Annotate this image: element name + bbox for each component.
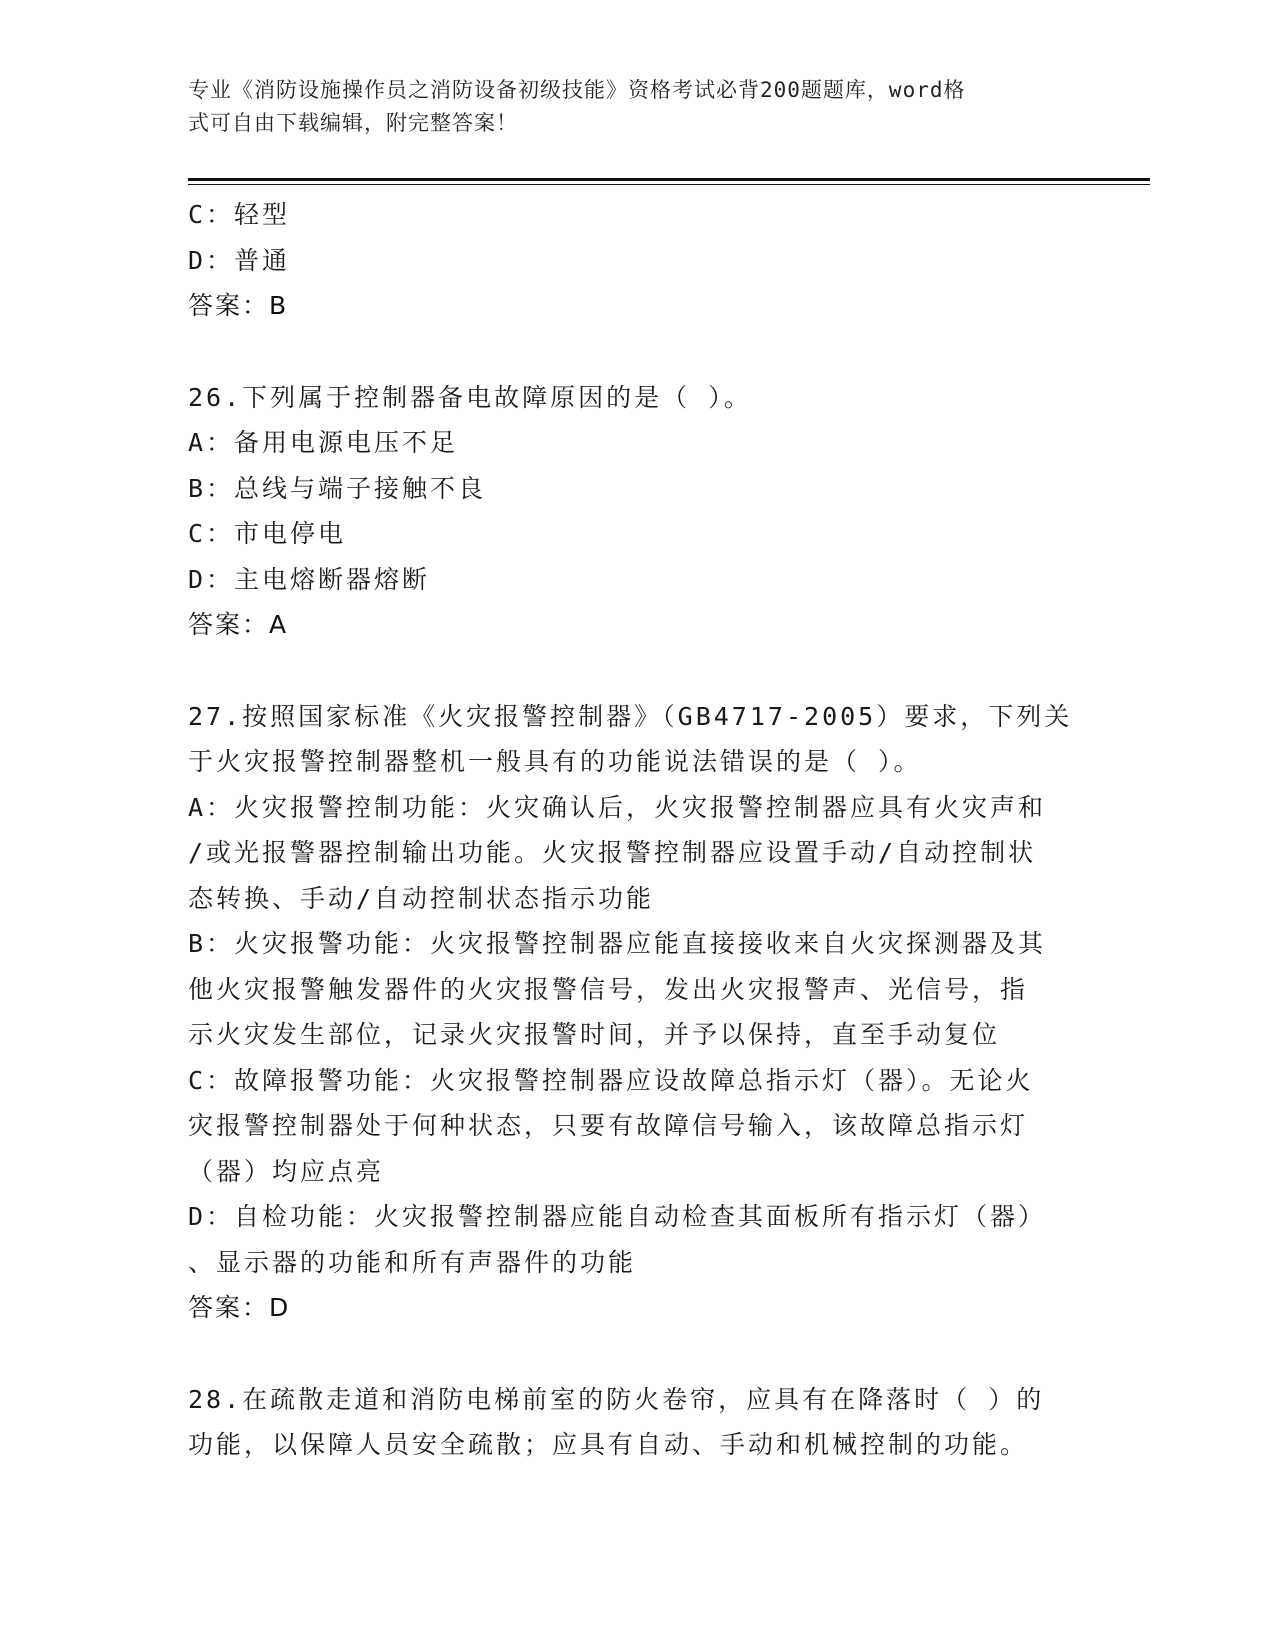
option-c-line-2: 灾报警控制器处于何种状态，只要有故障信号输入，该故障总指示灯 bbox=[188, 1111, 1029, 1140]
option-b-line-3: 示火灾发生部位，记录火灾报警时间，并予以保持，直至手动复位 bbox=[188, 1020, 1001, 1049]
option-c-line-1: C：故障报警功能：火灾报警控制器应设故障总指示灯（器）。无论火 bbox=[188, 1065, 1034, 1095]
question-stem-line-2: 于火灾报警控制器整机一般具有的功能说法错误的是（ ）。 bbox=[188, 747, 922, 776]
option-c: C：市电停电 bbox=[188, 519, 347, 548]
answer: 答案：D bbox=[188, 1293, 291, 1322]
option-c-line-3: （器）均应点亮 bbox=[188, 1156, 385, 1186]
spacer bbox=[188, 648, 1068, 694]
question-stem-line-1: 27.按照国家标准《火灾报警控制器》（GB4717-2005）要求，下列关 bbox=[188, 701, 1073, 731]
question-27 bbox=[188, 694, 1073, 1331]
option-c: C：轻型 bbox=[188, 200, 291, 229]
spacer bbox=[188, 1331, 1068, 1377]
question-stem: 26.下列属于控制器备电故障原因的是（ ）。 bbox=[188, 382, 752, 412]
option-b-line-2: 他火灾报警触发器件的火灾报警信号，发出火灾报警声、光信号，指 bbox=[188, 974, 1029, 1004]
option-d-line-2: 、显示器的功能和所有声器件的功能 bbox=[188, 1247, 637, 1277]
option-a-line-3: 态转换、手动/自动控制状态指示功能 bbox=[188, 883, 655, 913]
question-25 bbox=[188, 192, 1068, 329]
option-a-line-2: /或光报警器控制输出功能。火灾报警控制器应设置手动/自动控制状 bbox=[188, 838, 1037, 867]
answer: 答案：B bbox=[188, 291, 289, 320]
option-a: A：备用电源电压不足 bbox=[188, 428, 459, 457]
header-divider-thin bbox=[188, 184, 1150, 185]
option-d: D：普通 bbox=[188, 245, 291, 275]
spacer bbox=[188, 329, 1068, 375]
option-b-line-1: B：火灾报警功能：火灾报警控制器应能直接接收来自火灾探测器及其 bbox=[188, 929, 1047, 958]
question-stem-line-1: 28.在疏散走道和消防电梯前室的防火卷帘，应具有在降落时（ ）的 bbox=[188, 1384, 1045, 1414]
header-line-2: 式可自由下载编辑，附完整答案！ bbox=[188, 111, 518, 135]
document-page bbox=[188, 0, 1150, 1650]
question-stem-line-2: 功能，以保障人员安全疏散；应具有自动、手动和机械控制的功能。 bbox=[188, 1430, 1029, 1459]
header-divider-thick bbox=[188, 178, 1150, 181]
option-a-line-1: A：火灾报警控制功能：火灾确认后，火灾报警控制器应具有火灾声和 bbox=[188, 792, 1047, 822]
option-d: D：主电熔断器熔断 bbox=[188, 564, 431, 594]
question-26 bbox=[188, 375, 1068, 648]
question-content bbox=[188, 192, 1073, 1468]
answer: 答案：A bbox=[188, 610, 289, 639]
page-header bbox=[188, 74, 1088, 140]
option-b: B：总线与端子接触不良 bbox=[188, 473, 487, 503]
option-d-line-1: D：自检功能：火灾报警控制器应能自动检查其面板所有指示灯（器） bbox=[188, 1202, 1047, 1231]
question-28 bbox=[188, 1377, 1068, 1468]
header-line-1: 专业《消防设施操作员之消防设备初级技能》资格考试必背200题题库，word格 bbox=[188, 78, 966, 102]
